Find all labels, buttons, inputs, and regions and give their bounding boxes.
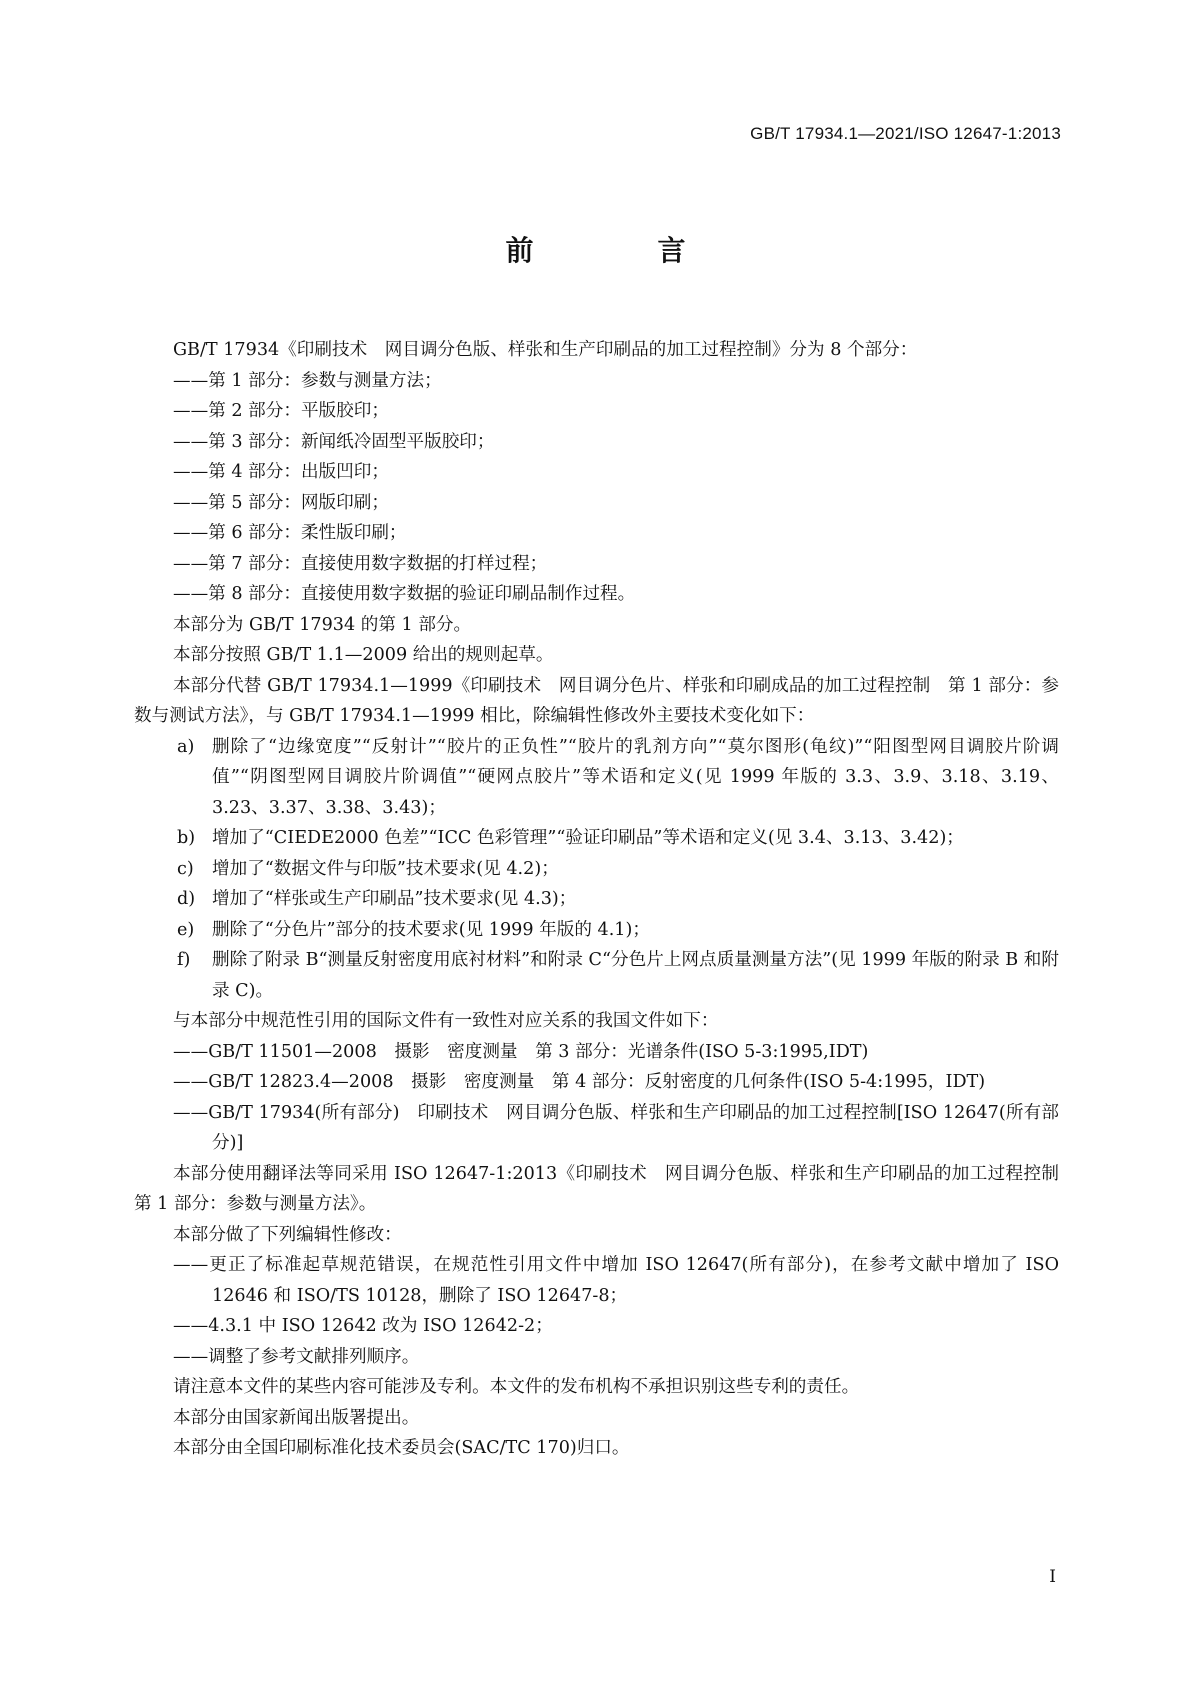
page-number: I: [1049, 1567, 1056, 1587]
centralized-by-paragraph: 本部分由全国印刷标准化技术委员会(SAC/TC 170)归口。: [173, 1438, 630, 1458]
change-item: [134, 823, 1059, 854]
change-item-label: c): [177, 858, 194, 879]
part-list-item: ——第 5 部分：网版印刷；: [173, 492, 389, 513]
change-item: [134, 854, 1059, 885]
intl-docs-paragraph: 与本部分中规范性引用的国际文件有一致性对应关系的我国文件如下：: [173, 1011, 719, 1031]
editorial-paragraph: 本部分做了下列编辑性修改：: [173, 1224, 402, 1245]
part-list-item: ——第 4 部分：出版凹印；: [173, 462, 389, 482]
intl-doc-item: ——GB/T 17934(所有部分) 印刷技术 网目调分色版、样张和生产印刷品的加工过程控制[ISO 12647(所有部分)]: [173, 1102, 1059, 1153]
change-item-label: a): [177, 736, 195, 757]
intl-doc-item: ——GB/T 11501—2008 摄影 密度测量 第 3 部分：光谱条件(ISO 5-3:1995,IDT): [173, 1041, 869, 1062]
editorial-change-item: ——更正了标准起草规范错误，在规范性引用文件中增加 ISO 12647(所有部分)，在参考文献中增加了 ISO 12646 和 ISO/TS 10128，删除了 ISO 12647-8；: [173, 1255, 1059, 1306]
drafting-rules-paragraph: 本部分按照 GB/T 1.1—2009 给出的规则起草。: [173, 645, 554, 665]
standard-code: GB/T 17934.1—2021/ISO 12647-1:2013: [750, 124, 1061, 143]
part-list-item: ——第 3 部分：新闻纸冷固型平版胶印；: [173, 431, 495, 452]
patent-notice-paragraph: 请注意本文件的某些内容可能涉及专利。本文件的发布机构不承担识别这些专利的责任。: [173, 1377, 860, 1397]
replaces-paragraph: 本部分代替 GB/T 17934.1—1999《印刷技术 网目调分色片、样张和印刷成品的加工过程控制 第 1 部分：参数与测试方法》，与 GB/T 17934.1—1999 相比，除编辑性修改外主要技术变化如下：: [134, 675, 1059, 726]
part-list-item: ——第 2 部分：平版胶印；: [173, 401, 389, 421]
change-item-label: d): [177, 889, 196, 909]
intro-paragraph: GB/T 17934《印刷技术 网目调分色版、样张和生产印刷品的加工过程控制》分为 8 个部分：: [173, 340, 918, 360]
part-list-item: ——第 8 部分：直接使用数字数据的验证印刷品制作过程。: [173, 584, 636, 604]
change-item-text: 删除了附录 B“测量反射密度用底衬材料”和附录 C“分色片上网点质量测量方法”(见 1999 年版的附录 B 和附录 C)。: [212, 950, 1059, 1001]
part-list-item: ——第 6 部分：柔性版印刷；: [173, 523, 407, 543]
change-item-label: e): [177, 919, 195, 940]
foreword-body: [134, 335, 1077, 1464]
change-item-text: 删除了“分色片”部分的技术要求(见 1999 年版的 4.1)；: [212, 919, 650, 940]
change-item-text: 增加了“CIEDE2000 色差”“ICC 色彩管理”“验证印刷品”等术语和定义(见 3.4、3.13、3.42)；: [212, 828, 964, 848]
change-item: [134, 884, 1059, 915]
translation-paragraph: 本部分使用翻译法等同采用 ISO 12647-1:2013《印刷技术 网目调分色版、样张和生产印刷品的加工过程控制 第 1 部分：参数与测量方法》。: [134, 1163, 1077, 1214]
change-item: [134, 732, 1059, 824]
part-list-item: ——第 7 部分：直接使用数字数据的打样过程；: [173, 553, 548, 574]
change-item: [134, 915, 1059, 946]
change-item: [134, 945, 1059, 1006]
change-item-text: 增加了“样张或生产印刷品”技术要求(见 4.3)；: [212, 889, 577, 909]
change-item-text: 删除了“边缘宽度”“反射计”“胶片的正负性”“胶片的乳剂方向”“莫尔图形(龟纹)”“阳图型网目调胶片阶调值”“阴图型网目调胶片阶调值”“硬网点胶片”等术语和定义(见 1999 年版的 3.3、3.9、3.18、3.19、3.23、3.37、3.38、3.43)；: [212, 736, 1059, 818]
change-item-label: f): [177, 950, 191, 970]
editorial-change-item: ——调整了参考文献排列顺序。: [173, 1346, 420, 1367]
editorial-change-item: ——4.3.1 中 ISO 12642 改为 ISO 12642-2；: [173, 1316, 553, 1336]
change-item-text: 增加了“数据文件与印版”技术要求(见 4.2)；: [212, 858, 559, 879]
page-title: 前 言: [505, 234, 734, 267]
proposed-by-paragraph: 本部分由国家新闻出版署提出。: [173, 1407, 420, 1428]
part-of-paragraph: 本部分为 GB/T 17934 的第 1 部分。: [173, 614, 472, 635]
part-list-item: ——第 1 部分：参数与测量方法；: [173, 370, 442, 391]
intl-doc-item: ——GB/T 12823.4—2008 摄影 密度测量 第 4 部分：反射密度的几何条件(ISO 5-4:1995，IDT): [173, 1072, 986, 1092]
change-item-label: b): [177, 828, 196, 848]
